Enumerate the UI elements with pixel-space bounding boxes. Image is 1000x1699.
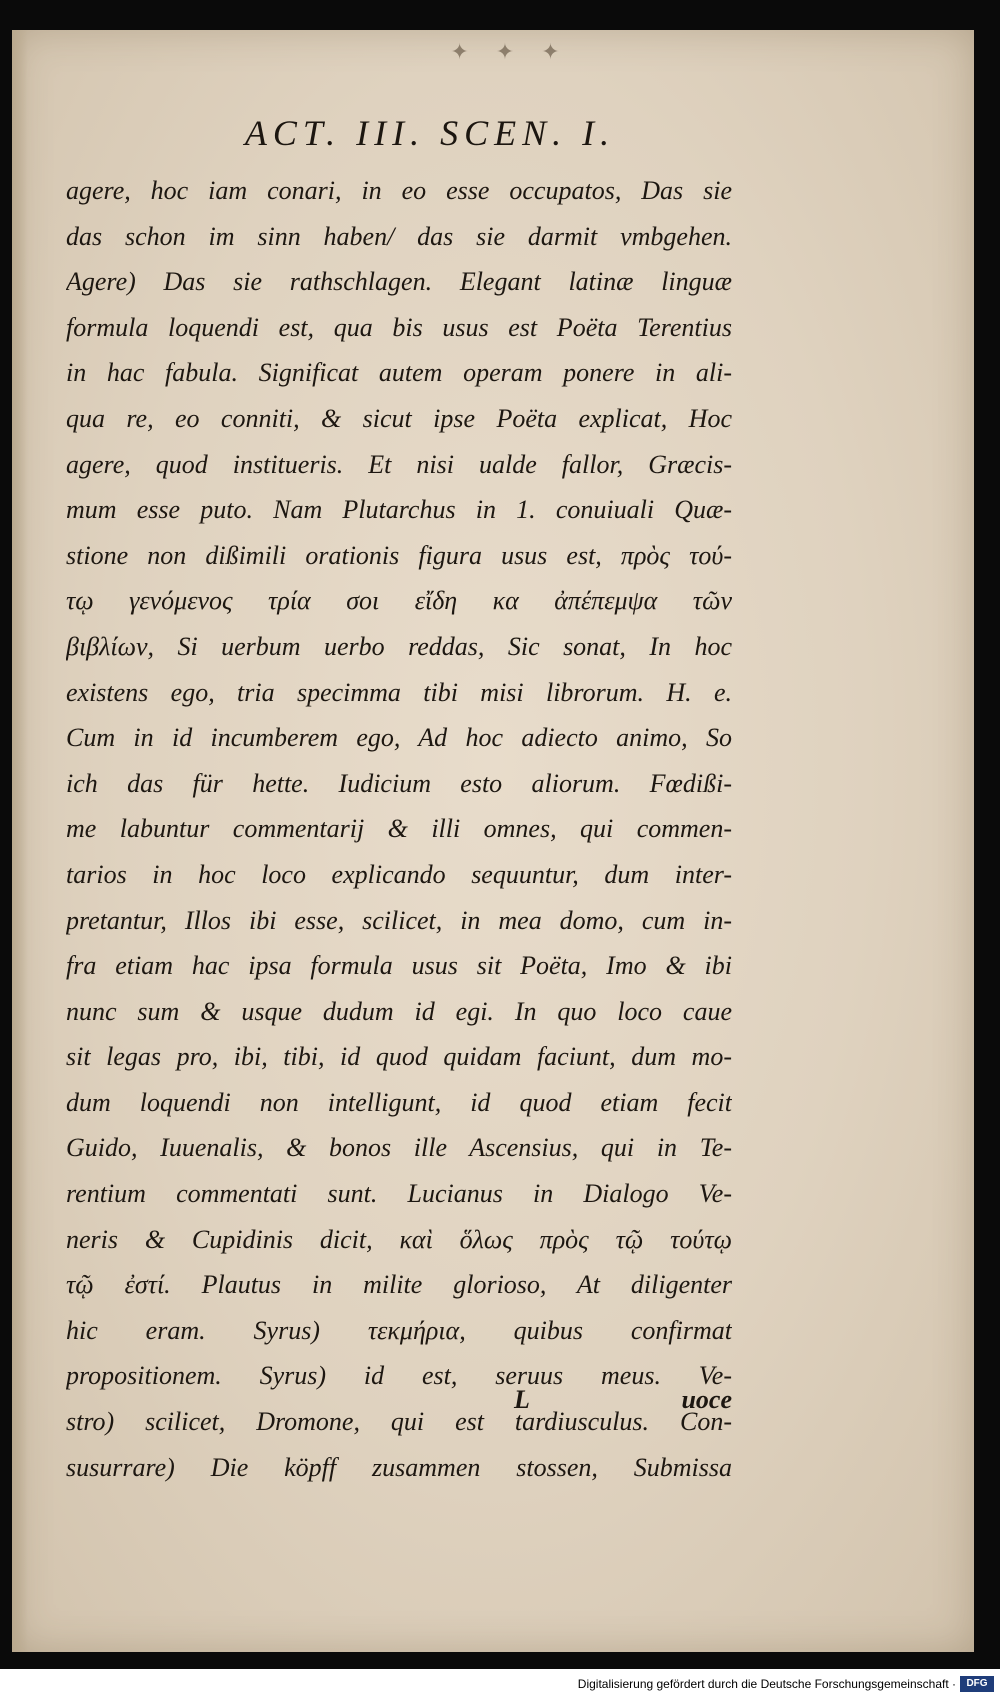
text-line: hic eram. Syrus) τεκμήρια, quibus confirmat (66, 1315, 732, 1345)
text-line: Agere) Das sie rathschlagen. Elegant latinæ linguæ (66, 267, 732, 297)
text-line: agere, quod institueris. Et nisi ualde fallor, Græcis- (66, 449, 732, 479)
text-line: βιβλίων, Si uerbum uerbo reddas, Sic sonat, In hoc (66, 631, 732, 661)
digitization-footer (0, 1669, 1000, 1699)
text-line: pretantur, Illos ibi esse, scilicet, in mea domo, cum in- (66, 905, 732, 935)
text-line: agere, hoc iam conari, in eo esse occupatos, Das sie (66, 176, 732, 205)
text-line: qua re, eo conniti, & sicut ipse Poëta explicat, Hoc (66, 403, 732, 433)
text-line: das schon im sinn haben/ das sie darmit vmbgehen. (66, 221, 732, 251)
text-line: existens ego, tria specimma tibi misi librorum. H. e. (66, 677, 732, 707)
text-line: susurrare) Die köpff zusammen stossen, Submissa (66, 1452, 732, 1482)
text-line: nunc sum & usque dudum id egi. In quo loco caue (66, 996, 732, 1026)
text-line: stione non dißimili orationis figura usus est, πρὸς τού- (66, 540, 732, 570)
text-line: fra etiam hac ipsa formula usus sit Poëta, Imo & ibi (66, 951, 732, 981)
text-line: Guido, Iuuenalis, & bonos ille Ascensius, qui in Te- (66, 1133, 732, 1163)
page-binding-edge (12, 30, 28, 1652)
text-line: neris & Cupidinis dicit, καὶ ὅλως πρὸς τῷ τούτῳ (66, 1224, 732, 1254)
text-line: rentium commentati sunt. Lucianus in Dialogo Ve- (66, 1179, 732, 1209)
text-line: τῷ ἐστί. Plautus in milite glorioso, At diligenter (66, 1270, 732, 1300)
dfg-logo-icon: DFG (960, 1676, 994, 1692)
text-line: dum loquendi non intelligunt, id quod etiam fecit (66, 1087, 732, 1117)
page-body-text (66, 168, 732, 1490)
text-line: sit legas pro, ibi, tibi, id quod quidam faciunt, dum mo- (66, 1042, 732, 1072)
text-line: me labuntur commentarij & illi omnes, qui commen- (66, 814, 732, 844)
digitization-credit: Digitalisierung gefördert durch die Deutsche Forschungsgemeinschaft · (577, 1677, 956, 1691)
catchword: uoce (681, 1385, 732, 1414)
head-ornament: ✦ ✦ ✦ (450, 40, 570, 65)
text-line-greek: τῳ γενόμενος τρία σοι εἴδη κα ἀπέπεμψα τῶν (66, 586, 732, 616)
text-line: mum esse puto. Nam Plutarchus in 1. conuiuali Quæ- (66, 495, 732, 525)
signature-mark: L (514, 1385, 530, 1414)
text-line: Cum in id incumberem ego, Ad hoc adiecto animo, So (66, 723, 732, 753)
text-line: ich das für hette. Iudicium esto aliorum. Fœdißi- (66, 768, 732, 798)
text-line: stro) scilicet, Dromone, qui est tardiusculus. Con- (66, 1407, 732, 1437)
text-line: formula loquendi est, qua bis usus est Poëta Terentius (66, 312, 732, 342)
text-line: propositionem. Syrus) id est, seruus meus. Ve- (66, 1361, 732, 1391)
text-line: in hac fabula. Significat autem operam ponere in ali- (66, 358, 732, 388)
running-head: ACT. III. SCEN. I. (244, 113, 616, 153)
text-line: tarios in hoc loco explicando sequuntur, dum inter- (66, 859, 732, 889)
